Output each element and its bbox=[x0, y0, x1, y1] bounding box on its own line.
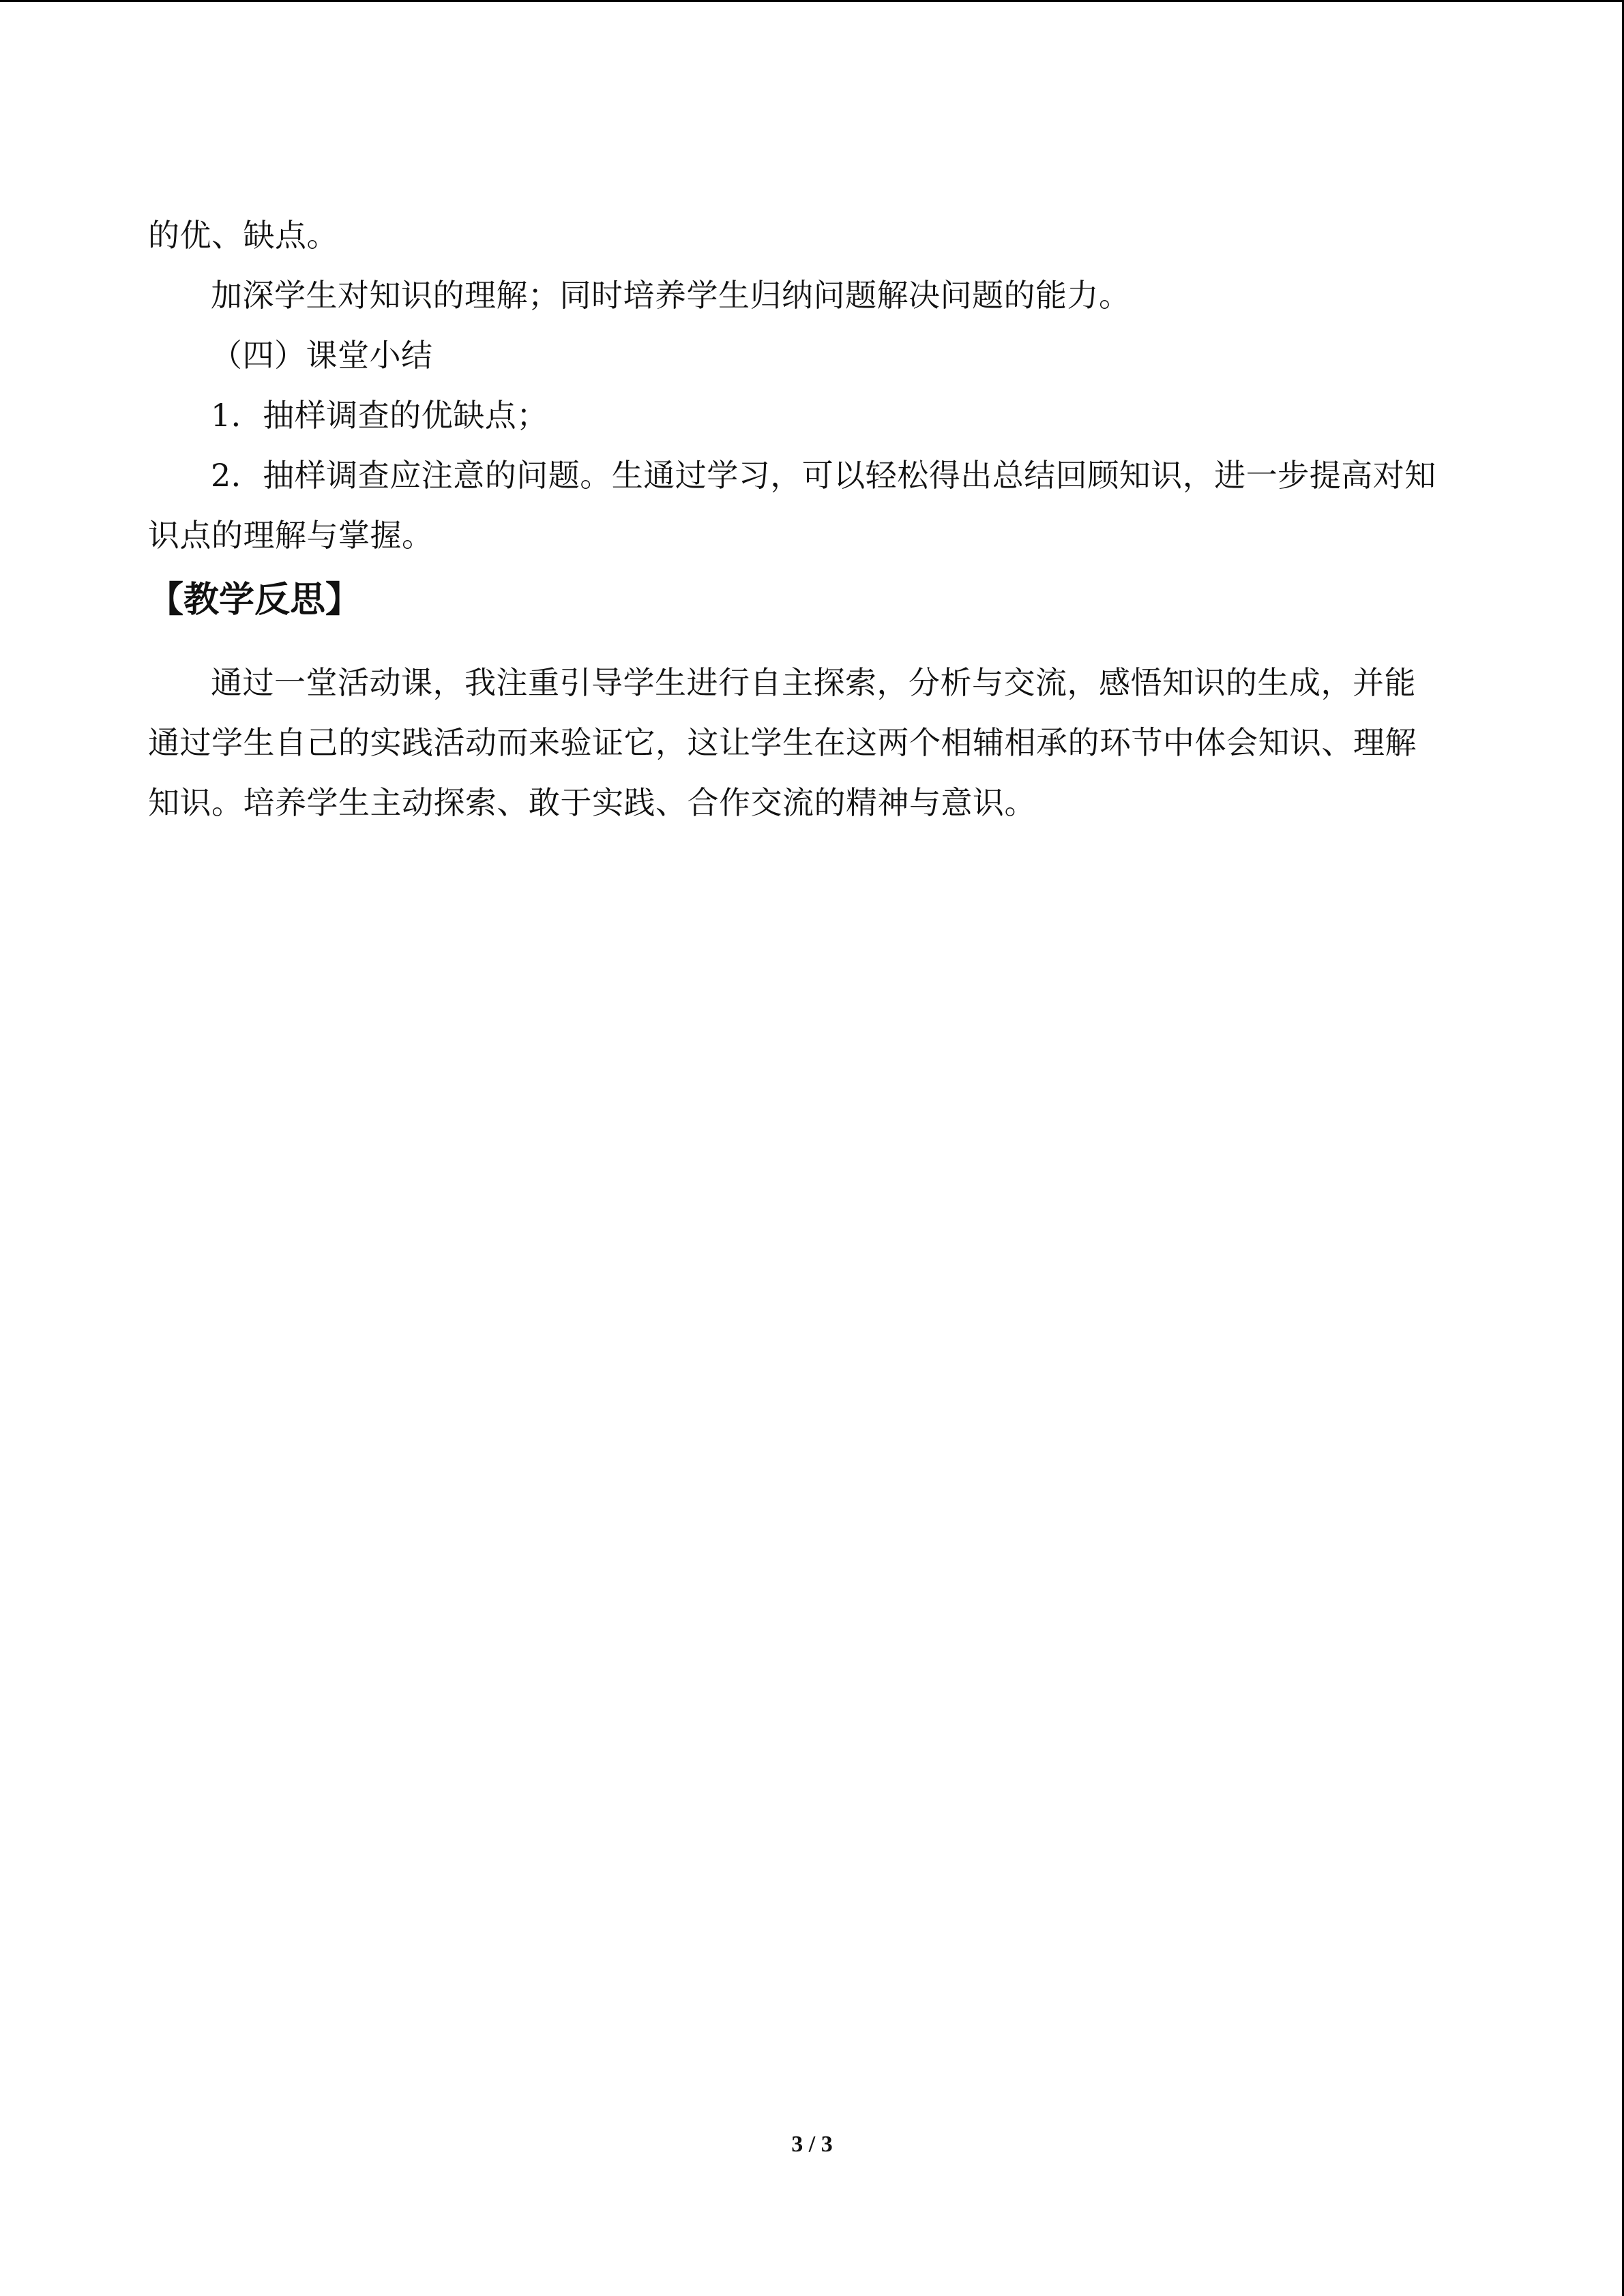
reflection-line-1: 通过一堂活动课，我注重引导学生进行自主探索，分析与交流，感悟知识的生成，并能 bbox=[211, 664, 1416, 701]
page-top-border bbox=[0, 0, 1624, 2]
paragraph-continuation-line: 的优、缺点。 bbox=[148, 217, 338, 254]
summary-item-1: 1．抽样调查的优缺点； bbox=[211, 397, 548, 434]
page-number: 3 / 3 bbox=[791, 2132, 833, 2157]
section-title-summary: （四）课堂小结 bbox=[211, 337, 433, 374]
reflection-heading: 【教学反思】 bbox=[148, 580, 361, 621]
paragraph-deepen-understanding: 加深学生对知识的理解；同时培养学生归纳问题解决问题的能力。 bbox=[211, 277, 1131, 314]
summary-item-2-line-2: 识点的理解与掌握。 bbox=[148, 517, 434, 554]
reflection-line-3: 知识。培养学生主动探索、敢于实践、合作交流的精神与意识。 bbox=[148, 784, 1036, 821]
reflection-line-2: 通过学生自己的实践活动而来验证它，这让学生在这两个相辅相承的环节中体会知识、理解 bbox=[148, 724, 1417, 761]
summary-item-2-line-1: 2．抽样调查应注意的问题。生通过学习，可以轻松得出总结回顾知识，进一步提高对知 bbox=[211, 457, 1436, 494]
